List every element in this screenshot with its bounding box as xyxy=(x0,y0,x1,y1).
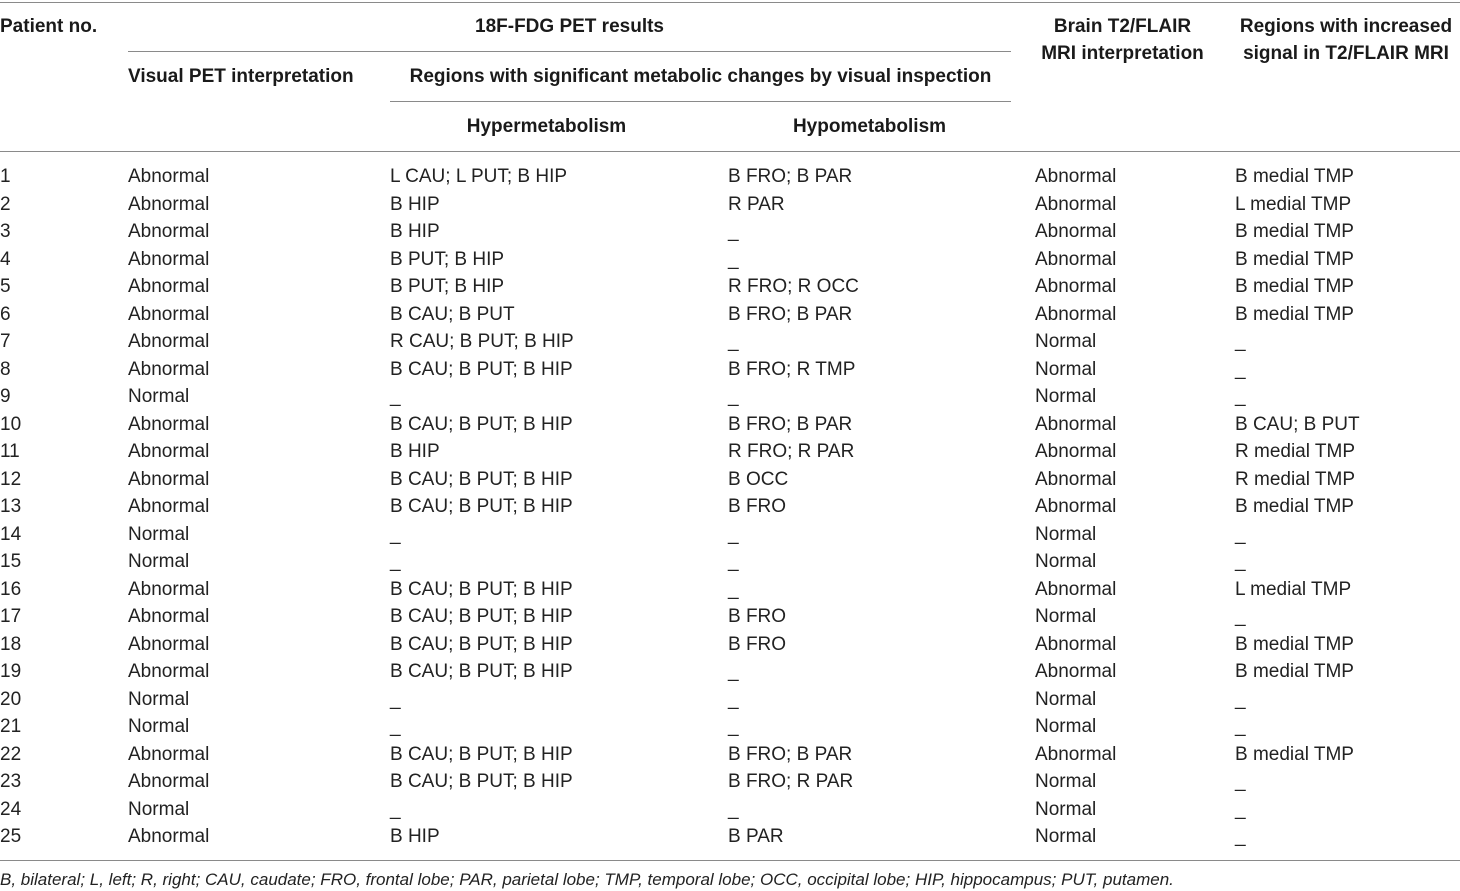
cell-hypermetabolism: B CAU; B PUT; B HIP xyxy=(390,413,573,435)
cell-increased-signal: _ xyxy=(1235,798,1246,820)
cell-patient-no: 20 xyxy=(0,688,22,710)
cell-hypometabolism: R PAR xyxy=(728,193,785,215)
cell-hypometabolism: R FRO; R OCC xyxy=(728,276,859,297)
cell-increased-signal: L medial TMP xyxy=(1235,193,1352,215)
header-mri-line1: Brain T2/FLAIR xyxy=(1053,16,1192,37)
cell-hypometabolism: _ xyxy=(728,248,739,270)
cell-mri-interpretation: Abnormal xyxy=(1035,166,1117,187)
cell-patient-no: 25 xyxy=(0,826,22,847)
cell-hypermetabolism: _ xyxy=(390,551,401,572)
cell-patient-no: 10 xyxy=(0,413,22,435)
header-regions-metabolic: Regions with significant metabolic changes by visual inspection xyxy=(409,66,992,87)
cell-patient-no: 11 xyxy=(0,441,20,462)
cell-hypometabolism: R FRO; R PAR xyxy=(728,441,855,462)
cell-visual-pet: Abnormal xyxy=(128,276,210,297)
cell-increased-signal: B medial TMP xyxy=(1235,221,1354,242)
header-patient-no: Patient no. xyxy=(0,16,98,37)
cell-increased-signal: _ xyxy=(1235,551,1246,572)
cell-hypermetabolism: B HIP xyxy=(390,221,440,242)
cell-visual-pet: Abnormal xyxy=(128,606,210,627)
cell-hypermetabolism: B CAU; B PUT; B HIP xyxy=(390,743,573,765)
table-footnote: B, bilateral; L, left; R, right; CAU, caudate; FRO, frontal lobe; PAR, parietal lobe; TMP, temporal lobe; OCC, occipital lobe; HIP, hippocampus; PUT, putamen. xyxy=(0,870,1174,889)
cell-hypermetabolism: _ xyxy=(390,716,401,737)
cell-hypometabolism: _ xyxy=(728,661,739,682)
cell-hypometabolism: B PAR xyxy=(728,826,784,847)
cell-hypometabolism: _ xyxy=(728,523,739,545)
cell-hypermetabolism: _ xyxy=(390,523,401,545)
cell-visual-pet: Abnormal xyxy=(128,358,210,380)
cell-patient-no: 24 xyxy=(0,798,22,820)
cell-hypometabolism: B FRO xyxy=(728,606,787,627)
cell-patient-no: 1 xyxy=(0,166,11,187)
cell-patient-no: 7 xyxy=(0,331,11,352)
cell-mri-interpretation: Normal xyxy=(1035,606,1097,627)
cell-hypermetabolism: B CAU; B PUT xyxy=(390,303,515,325)
cell-mri-interpretation: Abnormal xyxy=(1035,248,1117,270)
cell-patient-no: 14 xyxy=(0,523,22,545)
cell-hypometabolism: _ xyxy=(728,331,739,352)
cell-patient-no: 5 xyxy=(0,276,11,297)
cell-hypermetabolism: B CAU; B PUT; B HIP xyxy=(390,661,573,682)
cell-hypometabolism: B FRO; R TMP xyxy=(728,358,856,380)
cell-increased-signal: _ xyxy=(1235,771,1246,792)
cell-hypermetabolism: B PUT; B HIP xyxy=(390,248,505,270)
cell-hypermetabolism: L CAU; L PUT; B HIP xyxy=(390,166,568,187)
cell-patient-no: 12 xyxy=(0,468,22,490)
cell-hypermetabolism: B CAU; B PUT; B HIP xyxy=(390,578,573,600)
header-signal-line2: signal in T2/FLAIR MRI xyxy=(1243,43,1449,64)
header-pet-results: 18F-FDG PET results xyxy=(475,16,664,37)
cell-hypermetabolism: B PUT; B HIP xyxy=(390,276,505,297)
cell-mri-interpretation: Abnormal xyxy=(1035,413,1117,435)
cell-hypermetabolism: B CAU; B PUT; B HIP xyxy=(390,606,573,627)
cell-increased-signal: B medial TMP xyxy=(1235,248,1354,270)
cell-increased-signal: B medial TMP xyxy=(1235,166,1354,187)
cell-hypometabolism: _ xyxy=(728,716,739,737)
cell-patient-no: 22 xyxy=(0,743,22,765)
cell-patient-no: 4 xyxy=(0,248,11,270)
cell-mri-interpretation: Normal xyxy=(1035,551,1097,572)
cell-visual-pet: Normal xyxy=(128,523,190,545)
cell-patient-no: 9 xyxy=(0,386,11,407)
cell-visual-pet: Abnormal xyxy=(128,496,210,517)
cell-hypometabolism: _ xyxy=(728,221,739,242)
cell-hypometabolism: _ xyxy=(728,386,739,407)
cell-hypometabolism: B OCC xyxy=(728,468,789,490)
cell-mri-interpretation: Normal xyxy=(1035,826,1097,847)
regions-metabolic-underline xyxy=(390,101,1011,102)
cell-mri-interpretation: Abnormal xyxy=(1035,661,1117,682)
cell-hypometabolism: B FRO; B PAR xyxy=(728,166,853,187)
cell-patient-no: 16 xyxy=(0,578,22,600)
cell-visual-pet: Abnormal xyxy=(128,303,210,325)
cell-increased-signal: B medial TMP xyxy=(1235,496,1354,517)
cell-visual-pet: Abnormal xyxy=(128,413,210,435)
cell-mri-interpretation: Normal xyxy=(1035,331,1097,352)
cell-hypermetabolism: _ xyxy=(390,386,401,407)
cell-mri-interpretation: Normal xyxy=(1035,523,1097,545)
header-hypermetabolism: Hypermetabolism xyxy=(466,116,627,137)
cell-mri-interpretation: Normal xyxy=(1035,798,1097,820)
cell-hypometabolism: B FRO; B PAR xyxy=(728,743,853,765)
table-top-rule xyxy=(0,2,1460,3)
cell-patient-no: 8 xyxy=(0,358,11,380)
cell-visual-pet: Abnormal xyxy=(128,193,210,215)
cell-hypermetabolism: _ xyxy=(390,798,401,820)
cell-increased-signal: _ xyxy=(1235,688,1246,710)
cell-increased-signal: _ xyxy=(1235,826,1246,847)
cell-increased-signal: _ xyxy=(1235,716,1246,737)
cell-visual-pet: Abnormal xyxy=(128,743,210,765)
header-hypometabolism: Hypometabolism xyxy=(792,116,947,137)
cell-visual-pet: Abnormal xyxy=(128,248,210,270)
cell-hypometabolism: B FRO; B PAR xyxy=(728,303,853,325)
cell-patient-no: 18 xyxy=(0,633,22,655)
cell-increased-signal: _ xyxy=(1235,358,1246,380)
cell-visual-pet: Abnormal xyxy=(128,578,210,600)
header-signal-line1: Regions with increased xyxy=(1239,16,1453,37)
cell-hypometabolism: B FRO xyxy=(728,633,787,655)
header-mri-line2: MRI interpretation xyxy=(1041,43,1204,64)
cell-patient-no: 15 xyxy=(0,551,22,572)
cell-hypermetabolism: B HIP xyxy=(390,826,440,847)
cell-increased-signal: _ xyxy=(1235,523,1246,545)
cell-patient-no: 17 xyxy=(0,606,22,627)
cell-increased-signal: B medial TMP xyxy=(1235,661,1354,682)
cell-hypometabolism: _ xyxy=(728,798,739,820)
cell-increased-signal: B CAU; B PUT xyxy=(1235,413,1360,435)
cell-mri-interpretation: Normal xyxy=(1035,386,1097,407)
cell-mri-interpretation: Normal xyxy=(1035,716,1097,737)
cell-mri-interpretation: Abnormal xyxy=(1035,468,1117,490)
cell-patient-no: 13 xyxy=(0,496,22,517)
cell-hypermetabolism: B CAU; B PUT; B HIP xyxy=(390,358,573,380)
cell-hypermetabolism: R CAU; B PUT; B HIP xyxy=(390,331,574,352)
cell-increased-signal: L medial TMP xyxy=(1235,578,1352,600)
header-bottom-rule xyxy=(0,151,1460,152)
cell-hypometabolism: _ xyxy=(728,551,739,572)
cell-hypermetabolism: _ xyxy=(390,688,401,710)
cell-mri-interpretation: Abnormal xyxy=(1035,276,1117,297)
cell-increased-signal: B medial TMP xyxy=(1235,633,1354,655)
cell-patient-no: 23 xyxy=(0,771,22,792)
cell-visual-pet: Abnormal xyxy=(128,826,210,847)
cell-increased-signal: _ xyxy=(1235,386,1246,407)
cell-increased-signal: _ xyxy=(1235,606,1246,627)
cell-visual-pet: Abnormal xyxy=(128,468,210,490)
cell-visual-pet: Abnormal xyxy=(128,166,210,187)
cell-hypometabolism: B FRO; B PAR xyxy=(728,413,853,435)
cell-hypermetabolism: B HIP xyxy=(390,441,440,462)
cell-mri-interpretation: Abnormal xyxy=(1035,441,1117,462)
cell-mri-interpretation: Normal xyxy=(1035,358,1097,380)
cell-mri-interpretation: Abnormal xyxy=(1035,193,1117,215)
cell-visual-pet: Abnormal xyxy=(128,441,210,462)
cell-patient-no: 21 xyxy=(0,716,22,737)
cell-increased-signal: R medial TMP xyxy=(1235,468,1356,490)
cell-hypermetabolism: B CAU; B PUT; B HIP xyxy=(390,771,573,792)
cell-hypometabolism: _ xyxy=(728,578,739,600)
header-visual-pet: Visual PET interpretation xyxy=(128,66,354,87)
cell-increased-signal: R medial TMP xyxy=(1235,441,1356,462)
cell-visual-pet: Normal xyxy=(128,386,190,407)
cell-patient-no: 3 xyxy=(0,221,11,242)
cell-mri-interpretation: Normal xyxy=(1035,771,1097,792)
pet-results-underline xyxy=(128,51,1011,52)
cell-visual-pet: Normal xyxy=(128,716,190,737)
cell-visual-pet: Abnormal xyxy=(128,633,210,655)
cell-hypometabolism: _ xyxy=(728,688,739,710)
cell-increased-signal: B medial TMP xyxy=(1235,743,1354,765)
cell-mri-interpretation: Normal xyxy=(1035,688,1097,710)
cell-visual-pet: Abnormal xyxy=(128,331,210,352)
cell-visual-pet: Normal xyxy=(128,551,190,572)
cell-increased-signal: B medial TMP xyxy=(1235,303,1354,325)
cell-patient-no: 6 xyxy=(0,303,11,325)
cell-hypometabolism: B FRO; R PAR xyxy=(728,771,854,792)
cell-mri-interpretation: Abnormal xyxy=(1035,633,1117,655)
cell-patient-no: 19 xyxy=(0,661,22,682)
cell-patient-no: 2 xyxy=(0,193,11,215)
cell-hypermetabolism: B HIP xyxy=(390,193,440,215)
cell-visual-pet: Abnormal xyxy=(128,771,210,792)
cell-visual-pet: Normal xyxy=(128,688,190,710)
table-bottom-rule xyxy=(0,860,1460,861)
cell-mri-interpretation: Abnormal xyxy=(1035,221,1117,242)
cell-visual-pet: Abnormal xyxy=(128,661,210,682)
cell-increased-signal: B medial TMP xyxy=(1235,276,1354,297)
cell-hypermetabolism: B CAU; B PUT; B HIP xyxy=(390,468,573,490)
cell-hypermetabolism: B CAU; B PUT; B HIP xyxy=(390,633,573,655)
cell-mri-interpretation: Abnormal xyxy=(1035,303,1117,325)
cell-mri-interpretation: Abnormal xyxy=(1035,743,1117,765)
cell-hypermetabolism: B CAU; B PUT; B HIP xyxy=(390,496,573,517)
cell-visual-pet: Abnormal xyxy=(128,221,210,242)
cell-hypometabolism: B FRO xyxy=(728,496,787,517)
cell-mri-interpretation: Abnormal xyxy=(1035,496,1117,517)
cell-mri-interpretation: Abnormal xyxy=(1035,578,1117,600)
cell-visual-pet: Normal xyxy=(128,798,190,820)
cell-increased-signal: _ xyxy=(1235,331,1246,352)
